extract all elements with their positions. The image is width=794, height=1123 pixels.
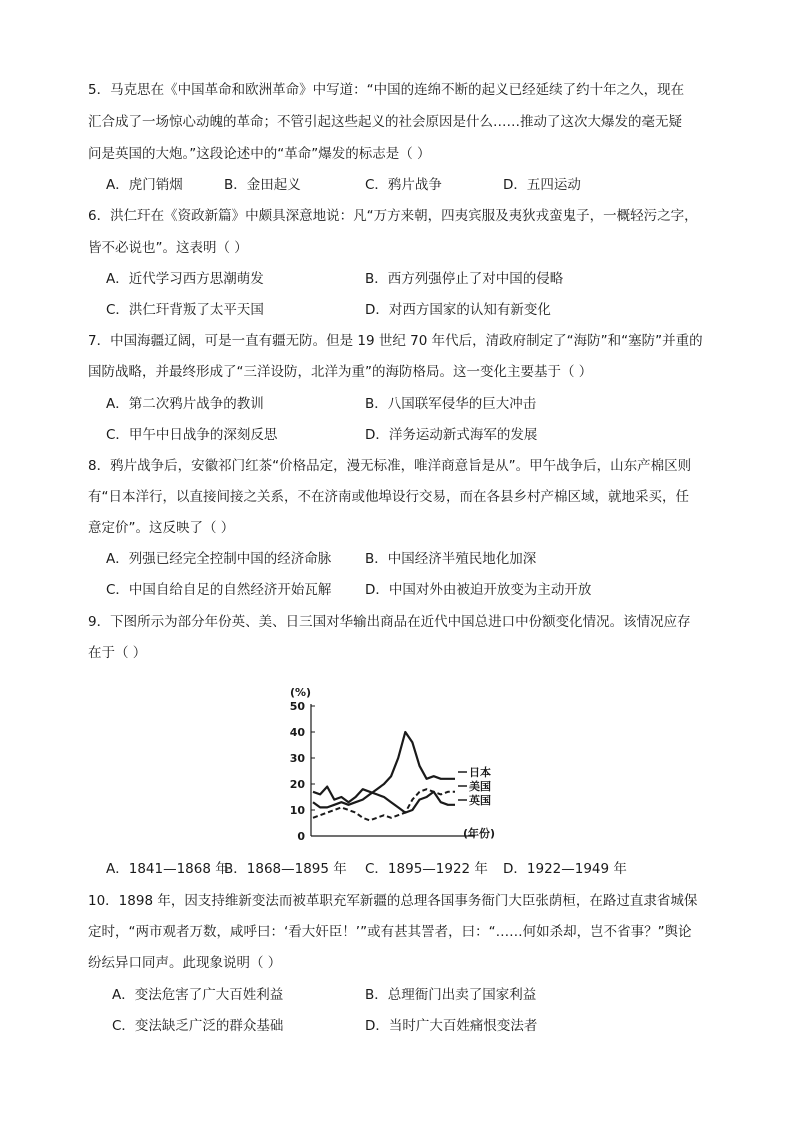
chart-ytick-label: 0	[297, 830, 305, 843]
q7-option-c[interactable]: C．甲午中日战争的深刻反思	[106, 427, 278, 443]
q8-stem-line-1: 8．鸦片战争后，安徽祁门红茶“价格品定，漫无标准，唯洋商意旨是从”。甲午战争后，山东产棉区则	[88, 458, 692, 474]
q8-stem-line-2: 有“日本洋行，以直接间接之关系，不在济南或他埠设行交易，而在各县乡村产棉区域，就地采买，任	[88, 489, 689, 505]
q10-option-d[interactable]: D．当时广大百姓痛恨变法者	[365, 1018, 538, 1034]
q5-stem-line-1: 5．马克思在《中国革命和欧洲革命》中写道：“中国的连绵不断的起义已经延续了约十年之久，现在	[88, 82, 685, 98]
trade-share-line-chart	[285, 680, 525, 850]
q7-option-a[interactable]: A．第二次鸦片战争的教训	[106, 396, 264, 412]
q7-stem-line-2: 国防战略，并最终形成了“三洋设防，北洋为重”的海防格局。这一变化主要基于（ ）	[88, 364, 593, 380]
q10-option-c[interactable]: C．变法缺乏广泛的群众基础	[112, 1018, 284, 1034]
q5-option-c[interactable]: C．鸦片战争	[365, 177, 442, 193]
q7-option-d[interactable]: D．洋务运动新式海军的发展	[365, 427, 538, 443]
q6-option-a[interactable]: A．近代学习西方思潮萌发	[106, 271, 264, 287]
chart-legend-label: 英国	[469, 794, 491, 807]
q10-option-a[interactable]: A．变法危害了广大百姓利益	[112, 987, 284, 1003]
q8-option-a[interactable]: A．列强已经完全控制中国的经济命脉	[106, 551, 332, 567]
chart-ytick-label: 10	[289, 804, 305, 817]
q6-stem-line-1: 6．洪仁玕在《资政新篇》中颇具深意地说：凡“万方来朝，四夷宾服及夷狄戎蛮鬼子，一概轻污之字，	[88, 208, 698, 224]
q6-stem-line-2: 皆不必说也”。这表明（ ）	[88, 240, 248, 256]
q9-option-c[interactable]: C．1895—1922 年	[365, 861, 488, 877]
q5-option-d[interactable]: D．五四运动	[503, 177, 581, 193]
q10-option-b[interactable]: B．总理衙门出卖了国家利益	[365, 987, 537, 1003]
chart-legend-label: 美国	[469, 780, 491, 793]
q6-option-c[interactable]: C．洪仁玕背叛了太平天国	[106, 302, 264, 318]
q6-option-b[interactable]: B．西方列强停止了对中国的侵略	[365, 271, 564, 287]
q8-option-c[interactable]: C．中国自给自足的自然经济开始瓦解	[106, 582, 332, 598]
q9-option-b[interactable]: B．1868—1895 年	[224, 861, 347, 877]
chart-ytick-label: 40	[289, 726, 305, 739]
q8-option-b[interactable]: B．中国经济半殖民地化加深	[365, 551, 537, 567]
chart-xlabel: (年份)	[463, 827, 496, 840]
q7-option-b[interactable]: B．八国联军侵华的巨大冲击	[365, 396, 537, 412]
q5-stem-line-2: 汇合成了一场惊心动魄的革命；不管引起这些起义的社会原因是什么……推动了这次大爆发的毫无疑	[88, 114, 682, 130]
q7-stem-line-1: 7．中国海疆辽阔，可是一直有疆无防。但是 19 世纪 70 年代后，清政府制定了“海防”和“塞防”并重的	[88, 333, 703, 349]
q5-stem-line-3: 问是英国的大炮。”这段论述中的“革命”爆发的标志是（ ）	[88, 146, 431, 162]
chart-ytick-label: 30	[289, 752, 305, 765]
q9-option-a[interactable]: A．1841—1868 年	[106, 861, 229, 877]
chart-ylabel: (%)	[290, 686, 312, 699]
q5-option-a[interactable]: A．虎门销烟	[106, 177, 183, 193]
q8-stem-line-3: 意定价”。这反映了（ ）	[88, 520, 235, 536]
q10-stem-line-2: 定时，“两市观者万数，咸呼曰：‘看大奸臣！’”或有甚其詈者，曰：“……何如杀却，岂不省事？”舆论	[88, 924, 692, 940]
q9-option-d[interactable]: D．1922—1949 年	[503, 861, 627, 877]
q10-stem-line-1: 10．1898 年，因支持维新变法而被革职充军新疆的总理各国事务衙门大臣张荫桓，在路过直隶省城保	[88, 893, 698, 909]
q6-option-d[interactable]: D．对西方国家的认知有新变化	[365, 302, 551, 318]
q8-option-d[interactable]: D．中国对外由被迫开放变为主动开放	[365, 582, 592, 598]
q9-stem-line-1: 9．下图所示为部分年份英、美、日三国对华输出商品在近代中国总进口中份额变化情况。该情况应存	[88, 614, 691, 630]
chart-series-line	[313, 787, 455, 813]
chart-ytick-label: 20	[289, 778, 305, 791]
q5-option-b[interactable]: B．金田起义	[224, 177, 301, 193]
chart-ytick-label: 50	[289, 700, 305, 713]
q10-stem-line-3: 纷纭异口同声。此现象说明（ ）	[88, 955, 282, 971]
q9-stem-line-2: 在于（ ）	[88, 645, 147, 661]
chart-legend-label: 日本	[469, 766, 491, 779]
